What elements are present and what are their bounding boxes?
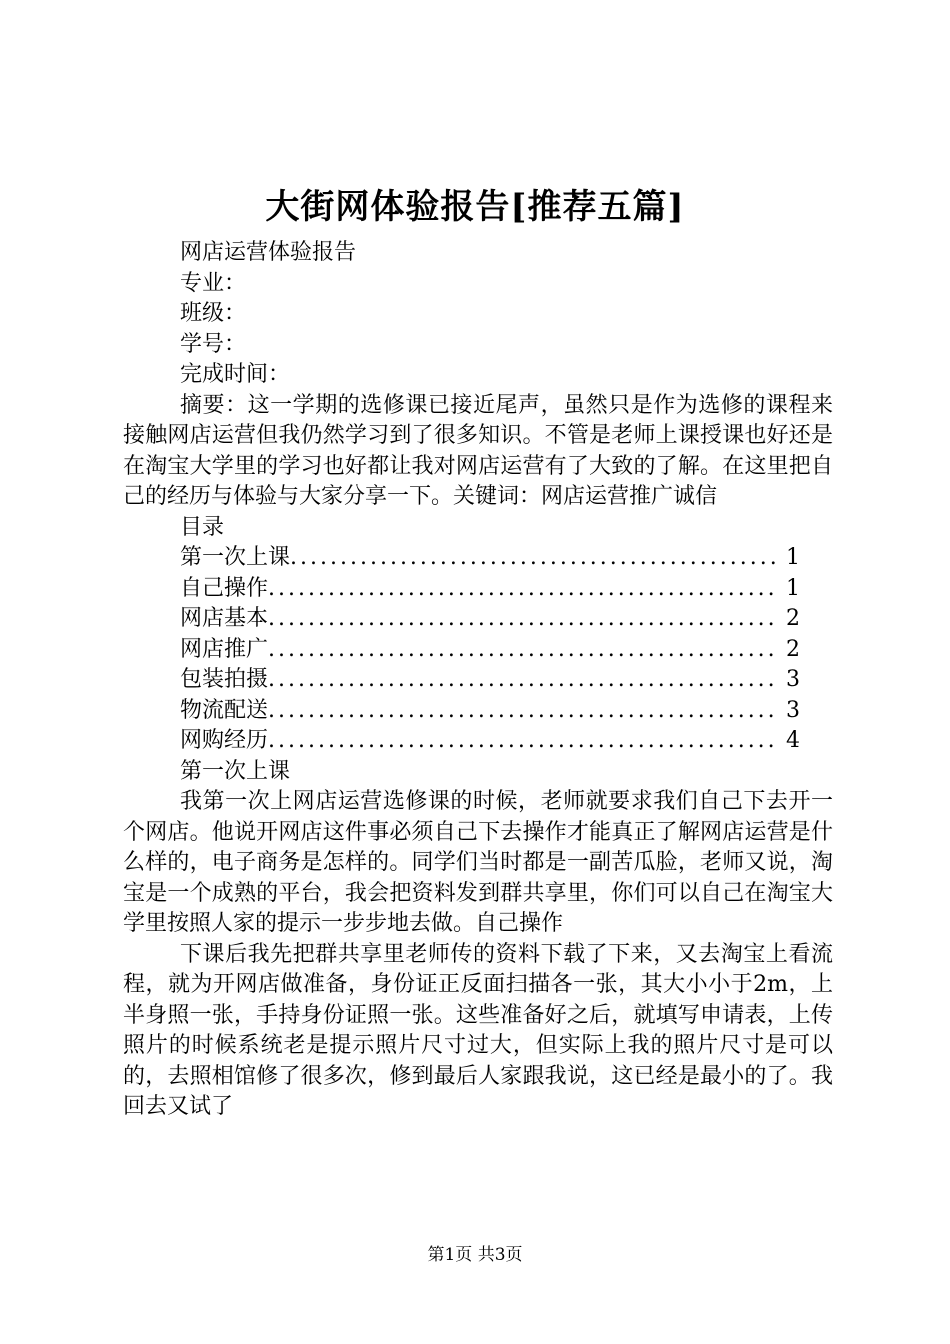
toc-item	[123, 543, 800, 574]
body-paragraph: 下课后我先把群共享里老师传的资料下载了下来，又去淘宝上看流程，就为开网店做准备，身份证正反面扫描各一张，其大小小于2m，上半身照一张，手持身份证照一张。这些准备好之后，就填写申请表，上传照片的时候系统老是提示照片尺寸过大，但实际上我的照片尺寸是可以的，去照相馆修了很多次，修到最后人家跟我说，这已经是最小的了。我回去又试了	[123, 941, 833, 1119]
class-field-label: 班级：	[180, 301, 247, 326]
report-subtitle: 网店运营体验报告	[180, 240, 357, 265]
toc-item-page: 4	[786, 728, 800, 753]
major-field-label: 专业：	[180, 270, 247, 296]
completion-time-field-label: 完成时间：	[180, 362, 291, 387]
toc-item-label: 包装拍摄	[180, 667, 269, 692]
toc-item	[123, 665, 800, 696]
toc-item-label: 自己操作	[180, 575, 269, 601]
toc-item	[123, 635, 800, 666]
toc-item	[123, 726, 800, 757]
body-paragraph: 我第一次上网店运营选修课的时候，老师就要求我们自己下去开一个网店。他说开网店这件事必须自己下去操作才能真正了解网店运营是什么样的，电子商务是怎样的。同学们当时都是一副苦瓜脸，老师又说，淘宝是一个成熟的平台，我会把资料发到群共享里，你们可以自己在淘宝大学里按照人家的提示一步步地去做。自己操作	[123, 789, 833, 936]
toc-item-page: 3	[786, 667, 800, 692]
document-title: 大街网体验报告[推荐五篇]	[265, 187, 685, 227]
toc-item-page: 2	[786, 636, 800, 662]
toc-item-label: 第一次上课	[180, 545, 291, 570]
toc-leader-dots	[268, 574, 778, 605]
toc-leader-dots	[290, 543, 778, 574]
toc-item	[123, 696, 800, 727]
toc-heading: 目录	[180, 514, 225, 540]
toc-item	[123, 604, 800, 635]
abstract-paragraph: 摘要：这一学期的选修课已接近尾声，虽然只是作为选修的课程来接触网店运营但我仍然学习到了很多知识。不管是老师上课授课也好还是在淘宝大学里的学习也好都让我对网店运营有了大致的了解。在这里把自己的经历与体验与大家分享一下。关键词：网店运营推广诚信	[123, 392, 833, 509]
section-heading: 第一次上课	[180, 758, 291, 784]
toc-leader-dots	[268, 665, 778, 696]
student-id-field-label: 学号：	[180, 331, 247, 357]
toc-item-label: 网购经历	[180, 728, 269, 753]
toc-leader-dots	[268, 635, 778, 666]
toc-item-label: 网店基本	[180, 606, 269, 631]
page-footer: 第1页 共3页	[427, 1245, 523, 1265]
toc-leader-dots	[268, 726, 778, 757]
toc-leader-dots	[268, 696, 778, 727]
toc-item-page: 3	[786, 697, 800, 723]
document-body	[123, 238, 833, 1123]
toc-item-label: 网店推广	[180, 636, 269, 662]
toc-item	[123, 574, 800, 605]
toc-item-page: 2	[786, 606, 800, 631]
table-of-contents	[123, 543, 833, 757]
toc-item-page: 1	[786, 545, 800, 570]
toc-item-label: 物流配送	[180, 697, 269, 723]
toc-leader-dots	[268, 604, 778, 635]
toc-item-page: 1	[786, 575, 800, 601]
